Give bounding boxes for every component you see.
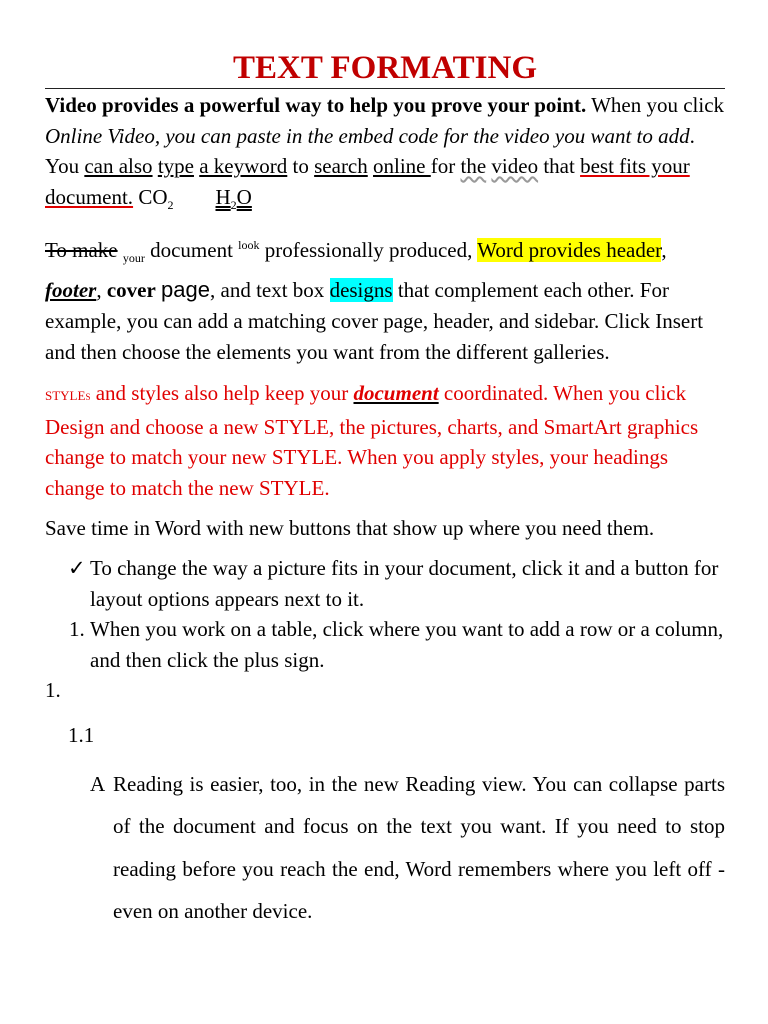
text-run: When you click [586, 93, 725, 117]
red-underlined-run: best fits your document. [45, 154, 690, 209]
underlined-run: online [373, 154, 431, 178]
sans-run: page [161, 277, 210, 303]
text-run: CO [133, 184, 168, 209]
subscript: your [122, 251, 145, 266]
underlined-run: can also [84, 154, 153, 178]
list-item [45, 553, 725, 614]
underlined-run: search [314, 154, 368, 178]
formula-o: O [236, 184, 252, 209]
list-letter: A [90, 771, 106, 796]
bold-run: cover [106, 278, 156, 303]
yellow-highlight: Word provides header [477, 238, 662, 263]
strikethrough-run: To make [45, 238, 118, 263]
superscript: look [238, 238, 260, 253]
bold-italic-underline-run: document [353, 381, 439, 406]
text-run: professionally produced, [259, 238, 478, 263]
paragraph-reading [45, 763, 725, 933]
text-run: for [430, 154, 461, 178]
text-run: and styles also help keep your [90, 381, 354, 406]
empty-numbered-item: 1. [45, 678, 61, 703]
text-run: document [144, 238, 239, 263]
italic-run: Online Video, you can paste in the embed code for the video you want to add [45, 123, 690, 148]
title-divider [45, 88, 725, 89]
text-run: that [538, 154, 581, 178]
spellcheck-run: video [491, 154, 539, 178]
document-title: TEXT FORMATING [232, 50, 538, 86]
double-underlined-formula [215, 184, 252, 212]
text-run: , and text box [210, 278, 330, 303]
cyan-highlight: designs [329, 278, 393, 303]
bold-intro: Video provides a powerful way to help you prove your point. [45, 93, 587, 117]
empty-subnumbered-item: 1.1 [68, 722, 95, 747]
formula-h: H [215, 184, 231, 209]
reading-text: Reading is easier, too, in the new Reading view. You can collapse parts of the document and focus on the text you want. If you need to stop reading before you reach the end, Word remembers where you left off - even on another device. [113, 771, 725, 924]
text-run: . You [45, 123, 695, 178]
spacer [174, 185, 216, 209]
text-run: , [661, 238, 667, 263]
small-caps-run: STYLEs [45, 388, 91, 404]
paragraph-video [45, 90, 725, 220]
subscript: 2 [167, 197, 174, 212]
underlined-run: type [157, 154, 194, 178]
mixed-list [45, 553, 725, 675]
text-run: to [287, 154, 315, 178]
paragraph-save-time: Save time in Word with new buttons that show up where you need them. [45, 516, 655, 541]
text-run: that complement each other. For example, you can add a matching cover page, header, and sidebar. Click Insert and then choose the elements you want from the different galleries. [45, 278, 704, 365]
spellcheck-run: the [460, 154, 487, 178]
text-run: , [96, 278, 107, 303]
list-item [45, 614, 725, 675]
bold-italic-underline-run: footer [45, 278, 97, 303]
list-item-text: To change the way a picture fits in your document, click it and a button for layout options appears next to it. [90, 556, 719, 611]
list-item-text: When you work on a table, click where you want to add a row or a column, and then click the plus sign. [90, 617, 724, 672]
checkmark-icon: ✓ [68, 556, 86, 581]
document-page [45, 46, 725, 933]
paragraph-document-look [45, 230, 725, 368]
subscript: 2 [230, 197, 237, 212]
text-run: coordinated. When you click Design and choose a new STYLE, the pictures, charts, and SmartArt graphics change to match your new STYLE. When you apply styles, your headings change to match the new STYLE. [45, 381, 699, 500]
list-number: 1. [69, 617, 85, 642]
underlined-run: a keyword [199, 154, 288, 178]
paragraph-styles [45, 378, 725, 503]
